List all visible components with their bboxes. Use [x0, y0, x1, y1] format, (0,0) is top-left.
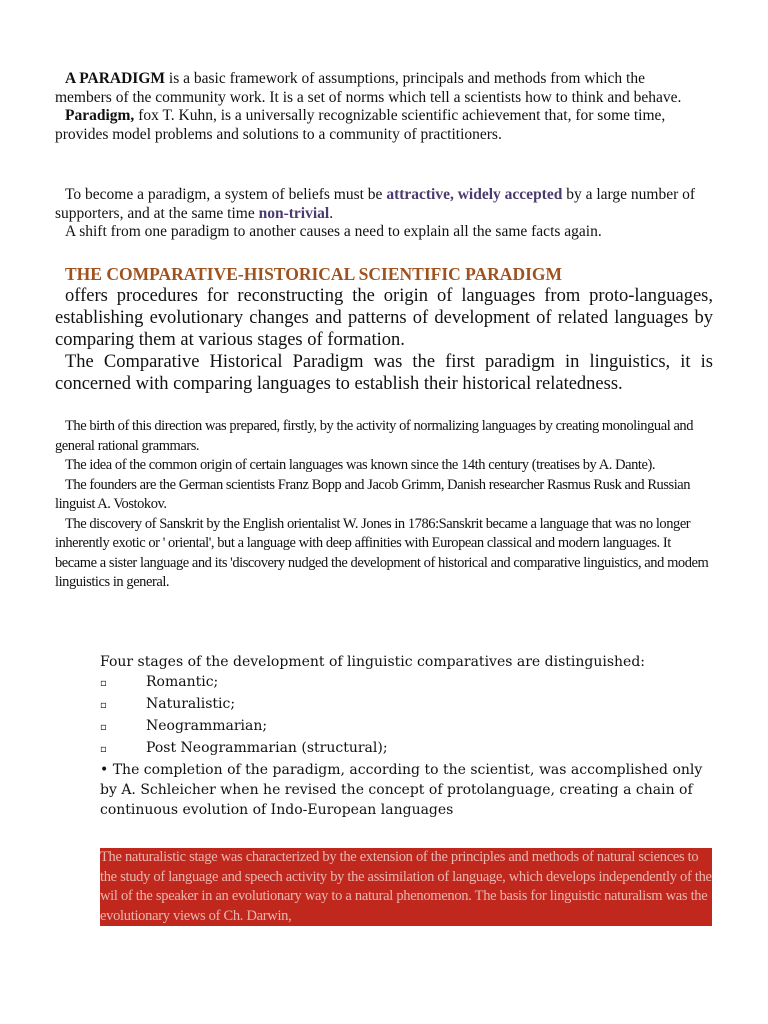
kuhn-definition-text: fox T. Kuhn, is a universally recognizable scientific achievement that, for some time, provides model problems and solutions to a community of practitioners.	[55, 107, 666, 143]
highlight-attractive: attractive, widely accepted	[386, 186, 563, 203]
stages-intro: Four stages of the development of linguistic comparatives are distinguished:	[100, 654, 646, 670]
beliefs-text-2: by a large number of supporters, and at the same time	[55, 186, 696, 222]
square-bullet-icon: ▫	[100, 744, 107, 755]
first-paradigm-paragraph: The Comparative Historical Paradigm was the first paradigm in linguistics, it is concerned with comparing languages to establish their historical relatedness.	[55, 352, 713, 394]
stages-section	[100, 652, 720, 820]
kuhn-definition	[55, 107, 700, 144]
list-item	[100, 672, 720, 694]
square-bullet-icon: ▫	[100, 700, 107, 711]
beliefs-section	[55, 186, 700, 242]
list-item	[100, 738, 720, 760]
list-item	[100, 694, 720, 716]
highlight-non-trivial: non-trivial	[258, 204, 330, 222]
stage-post-neogrammarian: Post Neogrammarian (structural);	[146, 740, 388, 756]
common-origin-paragraph: The idea of the common origin of certain languages was known since the 14th century (treatises by A. Dante).	[65, 457, 656, 473]
history-section	[55, 417, 715, 593]
paradigm-definition-text: is a basic framework of assumptions, principals and methods from which the members of the community work. It is a set of norms which tell a scientists how to think and behave.	[55, 70, 682, 106]
intro-section	[55, 70, 700, 144]
comparative-section	[55, 264, 713, 395]
beliefs-paragraph	[55, 186, 700, 223]
naturalistic-paragraph: The naturalistic stage was characterized by the extension of the principles and methods of natural sciences to the study of language and speech activity by the assimilation of language, which develops independently of the wil of the speaker in an evolutionary way to a natural phenomenon. The basis for linguistic naturalism was the evolutionary views of Ch. Darwin,	[100, 849, 712, 924]
beliefs-text-1: To become a paradigm, a system of beliefs must be	[65, 186, 387, 203]
stage-romantic: Romantic;	[146, 674, 219, 690]
procedures-paragraph: offers procedures for reconstructing the origin of languages from proto-languages, establishing evolutionary changes and patterns of development of related languages by comparing them at various stages of formation.	[55, 286, 713, 350]
founders-paragraph: The founders are the German scientists Franz Bopp and Jacob Grimm, Danish researcher Rasmus Rusk and Russian linguist A. Vostokov.	[55, 476, 691, 512]
sanskrit-paragraph: The discovery of Sanskrit by the English orientalist W. Jones in 1786:Sanskrit became a language that was no longer inherently exotic or ' oriental', but a language with deep affinities with European classical and modern languages. It became a sister language and its 'discovery nudged the development of historical and comparative linguistics, and modem linguistics in general.	[55, 515, 709, 590]
stage-neogrammarian: Neogrammarian;	[146, 718, 268, 734]
kuhn-term: Paradigm,	[65, 107, 135, 124]
section-heading: THE COMPARATIVE-HISTORICAL SCIENTIFIC PARADIGM	[65, 264, 563, 284]
paradigm-term: A PARADIGM	[65, 70, 166, 87]
shift-paragraph: A shift from one paradigm to another causes a need to explain all the same facts again.	[65, 223, 602, 240]
list-item	[100, 716, 720, 738]
stage-naturalistic: Naturalistic;	[146, 696, 236, 712]
schleicher-paragraph: • The completion of the paradigm, according to the scientist, was accomplished only by A. Schleicher when he revised the concept of protolanguage, creating a chain of continuous evolution of Indo-European languages	[100, 762, 703, 818]
square-bullet-icon: ▫	[100, 722, 107, 733]
birth-paragraph: The birth of this direction was prepared, firstly, by the activity of normalizing languages by creating monolingual and general rational grammars.	[55, 418, 694, 454]
beliefs-text-3: .	[329, 204, 334, 222]
paradigm-definition	[55, 70, 700, 107]
naturalistic-highlight-box	[100, 848, 712, 926]
square-bullet-icon: ▫	[100, 678, 107, 689]
